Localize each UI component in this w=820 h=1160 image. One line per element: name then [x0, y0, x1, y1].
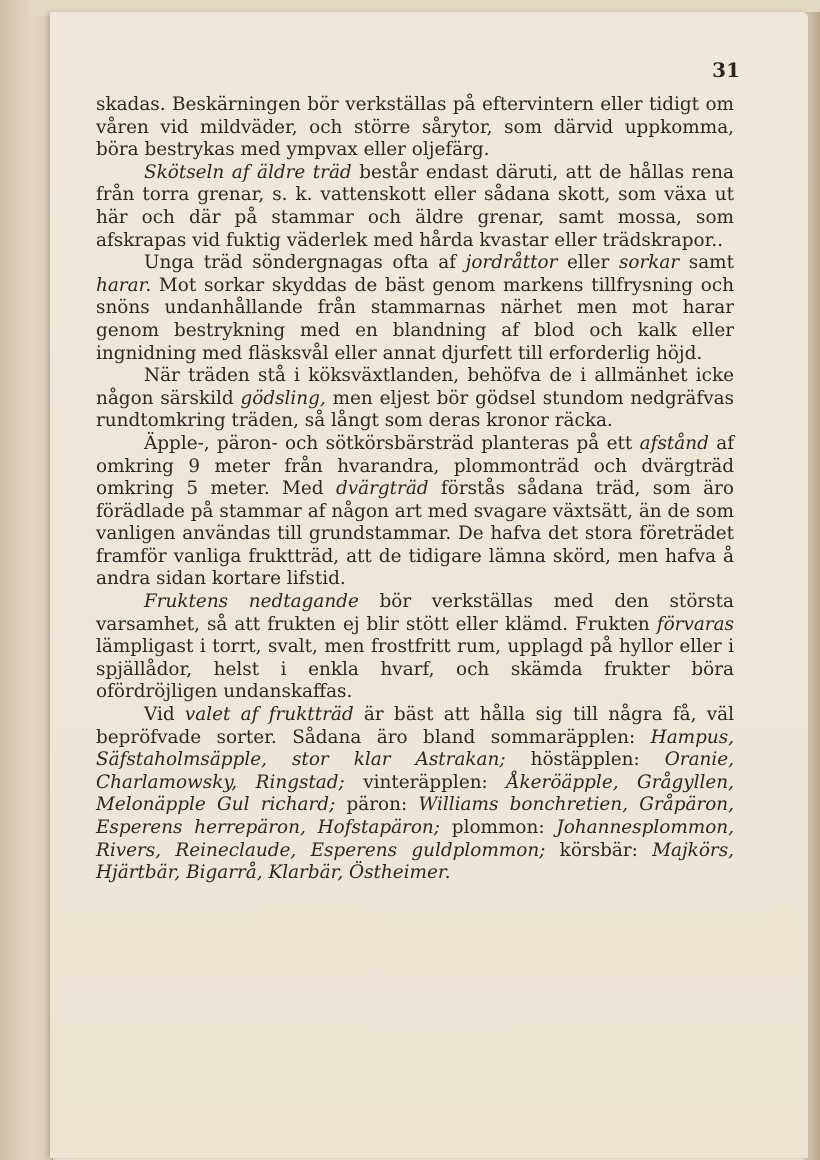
text-run: eller: [557, 252, 619, 274]
text-run: samt: [679, 252, 735, 274]
text-run: är bäst att hålla sig till några få, väl bepröfvade sorter. Sådana äro bland sommaräpplen:: [96, 704, 734, 748]
text-run: förstås sådana träd, som äro förädlade på stammar af någon art med svagare växtsätt, än de som vanligen användas till grundstammar. De hafva det stora företrädet framför vanliga fruktträd, att de tidigare lämna skörd, men hafva å andra sidan kortare lifstid.: [96, 478, 734, 590]
text-run: Johannesplommon, Rivers, Reineclaude, Esperens guldplommon;: [96, 817, 734, 861]
text-run: Fruktens nedtagande: [144, 591, 359, 613]
text-run: Äpple-, päron- och sötkörsbärsträd planteras på ett: [144, 432, 640, 454]
page-number: 31: [712, 58, 740, 82]
text-run: Unga träd söndergnagas ofta af: [144, 252, 466, 274]
text-run: päron:: [335, 794, 419, 816]
text-run: af omkring 9 meter från hvarandra, plommonträd och dvärgträd omkring 5 meter. Med: [96, 432, 734, 500]
paragraph: [96, 433, 734, 591]
paragraph: [96, 704, 734, 885]
paragraph: [96, 162, 734, 252]
body-text: [96, 94, 734, 885]
paragraph: [96, 591, 734, 704]
text-run: När träden stå i köksväxtlanden, behöfva de i allmänhet icke någon särskild: [96, 365, 734, 409]
text-run: jordråttor: [465, 252, 558, 274]
text-run: Hampus, Säfstaholmsäpple, stor klar Astrakan;: [96, 726, 734, 771]
text-run: sorkar: [618, 252, 680, 274]
text-run: Åkeröäpple, Grågyllen, Melonäpple Gul richard;: [96, 771, 734, 816]
text-run: gödsling,: [240, 387, 326, 409]
paragraph: [96, 94, 734, 162]
text-run: Skötseln af äldre träd: [144, 161, 352, 183]
text-run: bör verkställas med den största varsamhet, så att frukten ej blir stött eller klämd. Frukten: [96, 591, 734, 635]
text-run: Oranie, Charlamowsky, Ringstad;: [96, 749, 734, 793]
previous-page-edge: [0, 0, 53, 1160]
text-run: Williams bonchretien, Gråpäron, Esperens herrepäron, Hofstapäron;: [96, 794, 734, 838]
paragraph: [96, 252, 734, 365]
text-run: Mot sorkar skyddas de bäst genom markens tillfrysning och snöns undanhållande från stammarnas närhet men mot harar genom bestrykning med en blandning af blod och kalk eller ingnidning med fläsksvål eller annat djurfett till erforderlig höjd.: [96, 274, 734, 364]
text-run: afstånd: [639, 432, 709, 454]
text-run: plommon:: [439, 817, 557, 838]
text-run: vinteräpplen:: [344, 771, 507, 793]
text-run: förvaras: [656, 613, 734, 635]
text-run: valet af fruktträd: [184, 704, 354, 726]
text-run: Majkörs, Hjärtbär, Bigarrå, Klarbär, Östheimer.: [96, 839, 734, 884]
text-run: harar.: [96, 274, 152, 296]
text-run: körsbär:: [545, 839, 653, 861]
text-run: dvärgträd: [335, 478, 429, 500]
text-run: höstäpplen:: [505, 749, 665, 771]
text-run: består endast däruti, att de hållas rena från torra grenar, s. k. vattenskott eller sådana skott, som växa ut här och där på stammar och äldre grenar, samt mossa, som afskrapas vid fuktig väderlek med hårda kvastar eller trädskrapor..: [96, 161, 734, 251]
text-run: men eljest bör gödsel stundom nedgräfvas rundtomkring träden, så långt som deras kronor räcka.: [96, 387, 734, 432]
paragraph: [96, 365, 734, 433]
text-run: Vid: [144, 704, 185, 726]
text-run: skadas. Beskärningen bör verkställas på eftervintern eller tidigt om våren vid mildväder, och större sårytor, som därvid uppkomma, böra bestrykas med ympvax eller oljefärg.: [96, 94, 734, 161]
text-run: lämpligast i torrt, svalt, men frostfritt rum, upplagd på hyllor eller i spjällådor, helst i enkla hvarf, och skämda frukter böra ofördröjligen undanskaffas.: [96, 636, 734, 703]
